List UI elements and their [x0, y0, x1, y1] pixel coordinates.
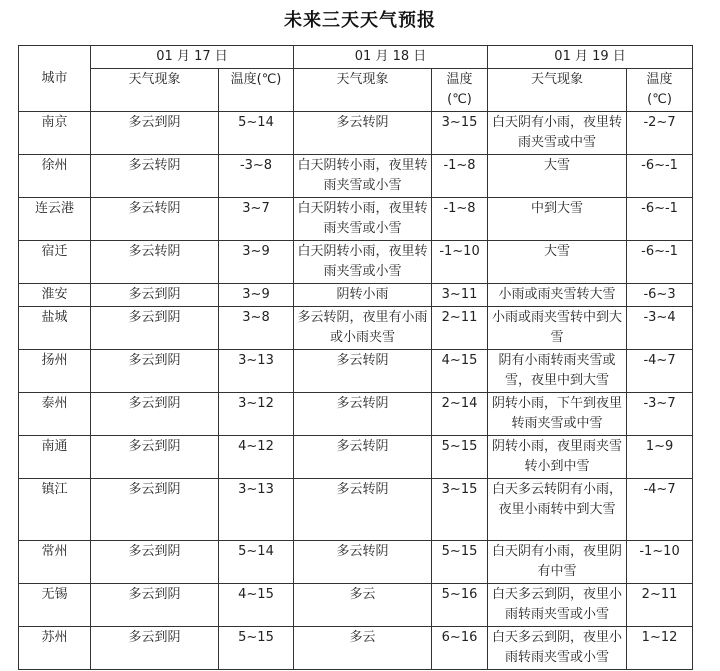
day1-temp-header: 温度(℃): [219, 69, 294, 112]
day3-weather-cell: 白天多云到阴，夜里小雨转雨夹雪或小雪: [488, 584, 627, 627]
day2-temp-cell: 2~14: [432, 393, 488, 436]
day3-temp-header: [627, 69, 693, 112]
day1-header: 01 月 17 日: [91, 46, 294, 69]
day3-temp-header-line2: (℃): [647, 92, 672, 107]
day2-weather-cell: 白天阴转小雨，夜里转雨夹雪或小雪: [294, 241, 432, 284]
table-row: [19, 241, 693, 284]
day3-weather-cell: 白天多云转阴有小雨，夜里小雨转中到大雪: [488, 479, 627, 541]
day3-weather-cell: 阴有小雨转雨夹雪或雪，夜里中到大雪: [488, 350, 627, 393]
table-row: [19, 307, 693, 350]
day2-weather-cell: 多云: [294, 627, 432, 670]
day1-temp-cell: 5~15: [219, 627, 294, 670]
day2-temp-cell: 2~11: [432, 307, 488, 350]
city-cell: 镇江: [19, 479, 91, 541]
day3-temp-cell: 2~11: [627, 584, 693, 627]
day3-weather-header: 天气现象: [488, 69, 627, 112]
day3-weather-cell: 白天阴有小雨，夜里转雨夹雪或中雪: [488, 112, 627, 155]
day3-header: 01 月 19 日: [488, 46, 693, 69]
day1-weather-cell: 多云到阴: [91, 393, 219, 436]
day2-weather-cell: 多云转阴: [294, 541, 432, 584]
city-cell: 淮安: [19, 284, 91, 307]
day3-temp-cell: -2~7: [627, 112, 693, 155]
city-cell: 扬州: [19, 350, 91, 393]
table-row: [19, 584, 693, 627]
day1-weather-cell: 多云到阴: [91, 584, 219, 627]
day1-temp-cell: 3~9: [219, 284, 294, 307]
forecast-table: [18, 45, 693, 670]
page-title: 未来三天天气预报: [284, 10, 436, 31]
day2-temp-cell: 5~16: [432, 584, 488, 627]
day1-weather-cell: 多云到阴: [91, 350, 219, 393]
day3-weather-cell: 中到大雪: [488, 198, 627, 241]
city-cell: 徐州: [19, 155, 91, 198]
day3-weather-cell: 白天多云到阴，夜里小雨转雨夹雪或小雪: [488, 627, 627, 670]
day2-weather-header: 天气现象: [294, 69, 432, 112]
day1-temp-cell: 3~8: [219, 307, 294, 350]
header-row-fields: [19, 69, 693, 112]
city-cell: 泰州: [19, 393, 91, 436]
day1-temp-cell: 4~12: [219, 436, 294, 479]
table-row: [19, 393, 693, 436]
day1-weather-cell: 多云到阴: [91, 541, 219, 584]
table-row: [19, 627, 693, 670]
day1-temp-cell: 3~7: [219, 198, 294, 241]
city-cell: 常州: [19, 541, 91, 584]
day2-temp-header-line1: 温度: [446, 72, 473, 87]
city-cell: 南通: [19, 436, 91, 479]
day2-weather-cell: 白天阴转小雨，夜里转雨夹雪或小雪: [294, 155, 432, 198]
day2-weather-cell: 多云转阴: [294, 350, 432, 393]
day3-weather-cell: 阴转小雨，下午到夜里转雨夹雪或中雪: [488, 393, 627, 436]
day3-weather-cell: 大雪: [488, 241, 627, 284]
day1-weather-header: 天气现象: [91, 69, 219, 112]
day1-weather-cell: 多云到阴: [91, 479, 219, 541]
day2-weather-cell: 多云转阴，夜里有小雨或小雨夹雪: [294, 307, 432, 350]
day3-temp-cell: -3~7: [627, 393, 693, 436]
city-cell: 盐城: [19, 307, 91, 350]
header-row-dates: [19, 46, 693, 69]
day1-temp-cell: 3~9: [219, 241, 294, 284]
day1-weather-cell: 多云到阴: [91, 284, 219, 307]
day2-temp-header: [432, 69, 488, 112]
day3-temp-cell: -3~4: [627, 307, 693, 350]
day1-weather-cell: 多云到阴: [91, 307, 219, 350]
day1-temp-cell: 5~14: [219, 112, 294, 155]
day2-weather-cell: 阴转小雨: [294, 284, 432, 307]
day2-weather-cell: 白天阴转小雨，夜里转雨夹雪或小雪: [294, 198, 432, 241]
day3-weather-cell: 白天阴有小雨，夜里阴有中雪: [488, 541, 627, 584]
day1-temp-cell: 3~13: [219, 350, 294, 393]
day3-temp-cell: 1~9: [627, 436, 693, 479]
day2-weather-cell: 多云转阴: [294, 112, 432, 155]
city-cell: 无锡: [19, 584, 91, 627]
table-row: [19, 479, 693, 541]
day2-weather-cell: 多云: [294, 584, 432, 627]
day2-temp-cell: 3~15: [432, 112, 488, 155]
day1-temp-cell: 4~15: [219, 584, 294, 627]
day2-temp-cell: 3~15: [432, 479, 488, 541]
city-header: 城市: [19, 46, 91, 112]
day2-weather-cell: 多云转阴: [294, 479, 432, 541]
table-row: [19, 198, 693, 241]
day1-temp-cell: 3~12: [219, 393, 294, 436]
day2-temp-cell: 5~15: [432, 541, 488, 584]
table-row: [19, 112, 693, 155]
day1-temp-cell: -3~8: [219, 155, 294, 198]
city-cell: 连云港: [19, 198, 91, 241]
day2-weather-cell: 多云转阴: [294, 436, 432, 479]
day2-temp-header-line2: (℃): [447, 92, 472, 107]
day3-temp-cell: -4~7: [627, 479, 693, 541]
day2-temp-cell: 6~16: [432, 627, 488, 670]
day2-header: 01 月 18 日: [294, 46, 488, 69]
table-row: [19, 436, 693, 479]
day3-temp-cell: 1~12: [627, 627, 693, 670]
table-row: [19, 541, 693, 584]
table-row: [19, 155, 693, 198]
day2-temp-cell: -1~10: [432, 241, 488, 284]
day2-temp-cell: -1~8: [432, 198, 488, 241]
table-row: [19, 284, 693, 307]
day1-weather-cell: 多云到阴: [91, 112, 219, 155]
day1-weather-cell: 多云转阴: [91, 155, 219, 198]
day1-temp-cell: 5~14: [219, 541, 294, 584]
day2-weather-cell: 多云转阴: [294, 393, 432, 436]
city-cell: 苏州: [19, 627, 91, 670]
day3-temp-header-line1: 温度: [646, 72, 673, 87]
day3-temp-cell: -6~-1: [627, 198, 693, 241]
day3-weather-cell: 小雨或雨夹雪转中到大雪: [488, 307, 627, 350]
city-cell: 宿迁: [19, 241, 91, 284]
day1-weather-cell: 多云到阴: [91, 627, 219, 670]
day1-temp-cell: 3~13: [219, 479, 294, 541]
day1-weather-cell: 多云转阴: [91, 241, 219, 284]
day2-temp-cell: 4~15: [432, 350, 488, 393]
day3-weather-cell: 阴转小雨，夜里雨夹雪转小到中雪: [488, 436, 627, 479]
day3-weather-cell: 小雨或雨夹雪转大雪: [488, 284, 627, 307]
day3-temp-cell: -6~-1: [627, 241, 693, 284]
day2-temp-cell: 5~15: [432, 436, 488, 479]
day2-temp-cell: -1~8: [432, 155, 488, 198]
day3-temp-cell: -4~7: [627, 350, 693, 393]
day3-temp-cell: -1~10: [627, 541, 693, 584]
day1-weather-cell: 多云到阴: [91, 436, 219, 479]
table-row: [19, 350, 693, 393]
city-cell: 南京: [19, 112, 91, 155]
day3-temp-cell: -6~3: [627, 284, 693, 307]
day1-weather-cell: 多云转阴: [91, 198, 219, 241]
day3-temp-cell: -6~-1: [627, 155, 693, 198]
day3-weather-cell: 大雪: [488, 155, 627, 198]
day2-temp-cell: 3~11: [432, 284, 488, 307]
forecast-body: [19, 112, 693, 670]
